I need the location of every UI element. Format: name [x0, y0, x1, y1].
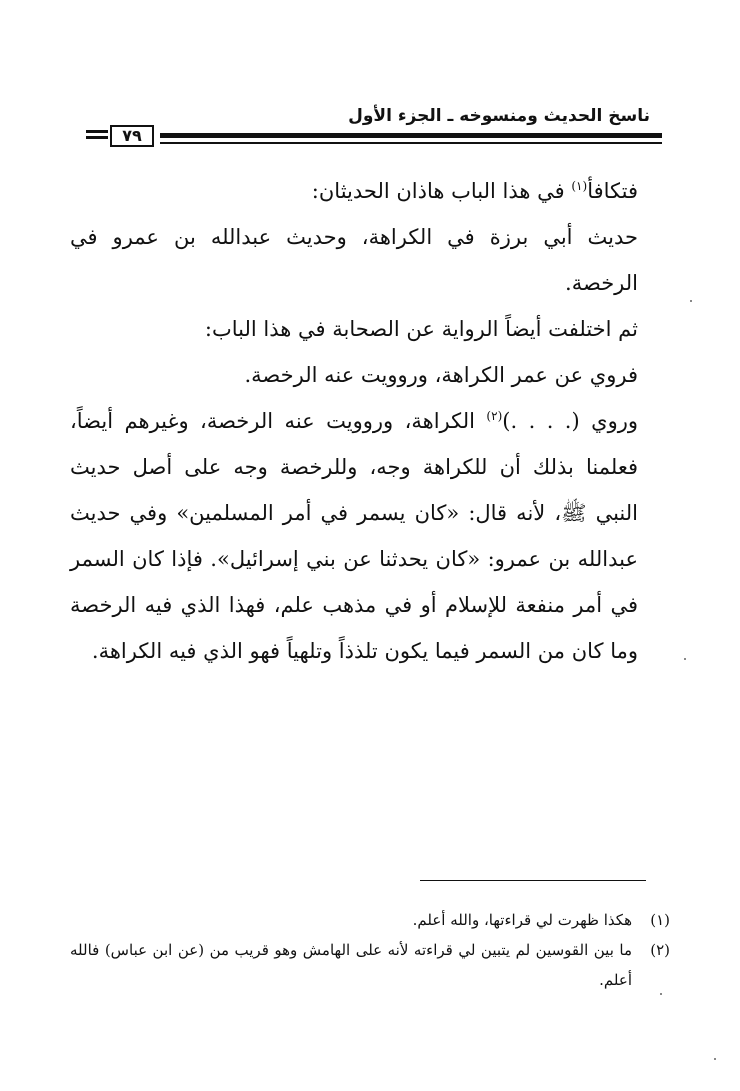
paragraph-4: فروي عن عمر الكراهة، وروويت عنه الرخصة.: [244, 363, 638, 387]
scan-speck: [714, 1058, 716, 1060]
footnote-ref-1: (١): [571, 179, 588, 193]
main-text: [70, 168, 670, 674]
paragraph-5: [70, 398, 670, 674]
footnote-item: [70, 905, 670, 935]
paragraph-2: حديث أبي برزة في الكراهة، وحديث عبدالله بن عمرو في الرخصة.: [70, 225, 638, 295]
running-header-title: ناسخ الحديث ومنسوخه ـ الجزء الأول: [348, 106, 650, 126]
footnotes: [70, 905, 670, 995]
footnote-ref-2: (٢): [486, 409, 503, 423]
ornament-bar: [86, 130, 108, 133]
paragraph-3: ثم اختلفت أيضاً الرواية عن الصحابة في هذا الباب:: [204, 317, 638, 341]
footnote-number: (١): [650, 911, 670, 929]
paragraph-1: [70, 168, 670, 214]
paragraph-5-start: وروي (. . . .): [502, 409, 638, 433]
page-number: ٧٩: [110, 125, 154, 147]
footnote-number: (٢): [650, 941, 670, 959]
scan-speck: [684, 658, 686, 660]
header-rule-thick: [160, 133, 662, 138]
header-ornament-bars: [86, 130, 108, 142]
paragraph-5-rest: الكراهة، وروويت عنه الرخصة، وغيرهم أيضاً، فعلمنا بذلك أن للكراهة وجه، وللرخصة وجه على أصل حديث النبي ﷺ، لأنه قال: «كان يسمر في أمر المسلمين» وفي حديث عبدالله بن عمرو: «كان يحدثنا عن بني إسرائيل». فإذا كان السمر في أمر منفعة للإسلام أو في مذهب علم، فهذا الذي فيه الرخصة وما كان من السمر فيما يكون تلذذاً وتلهياً فهو الذي فيه الكراهة.: [70, 409, 638, 663]
ornament-bar: [86, 136, 108, 139]
scan-speck: [690, 300, 692, 302]
footnote-separator: [420, 880, 646, 881]
header-rule-thin: [160, 142, 662, 144]
footnote-item: [70, 935, 670, 995]
paragraph-1-rest: في هذا الباب هاذان الحديثان:: [311, 179, 572, 203]
scan-speck: [660, 993, 662, 995]
footnote-text: هكذا ظهرت لي قراءتها، والله أعلم.: [412, 911, 632, 929]
footnote-text: ما بين القوسين لم يتبين لي قراءته لأنه على الهامش وهو قريب من (عن ابن عباس) فالله أعلم.: [70, 941, 632, 989]
paragraph-1-text: فتكافأ: [587, 179, 638, 203]
